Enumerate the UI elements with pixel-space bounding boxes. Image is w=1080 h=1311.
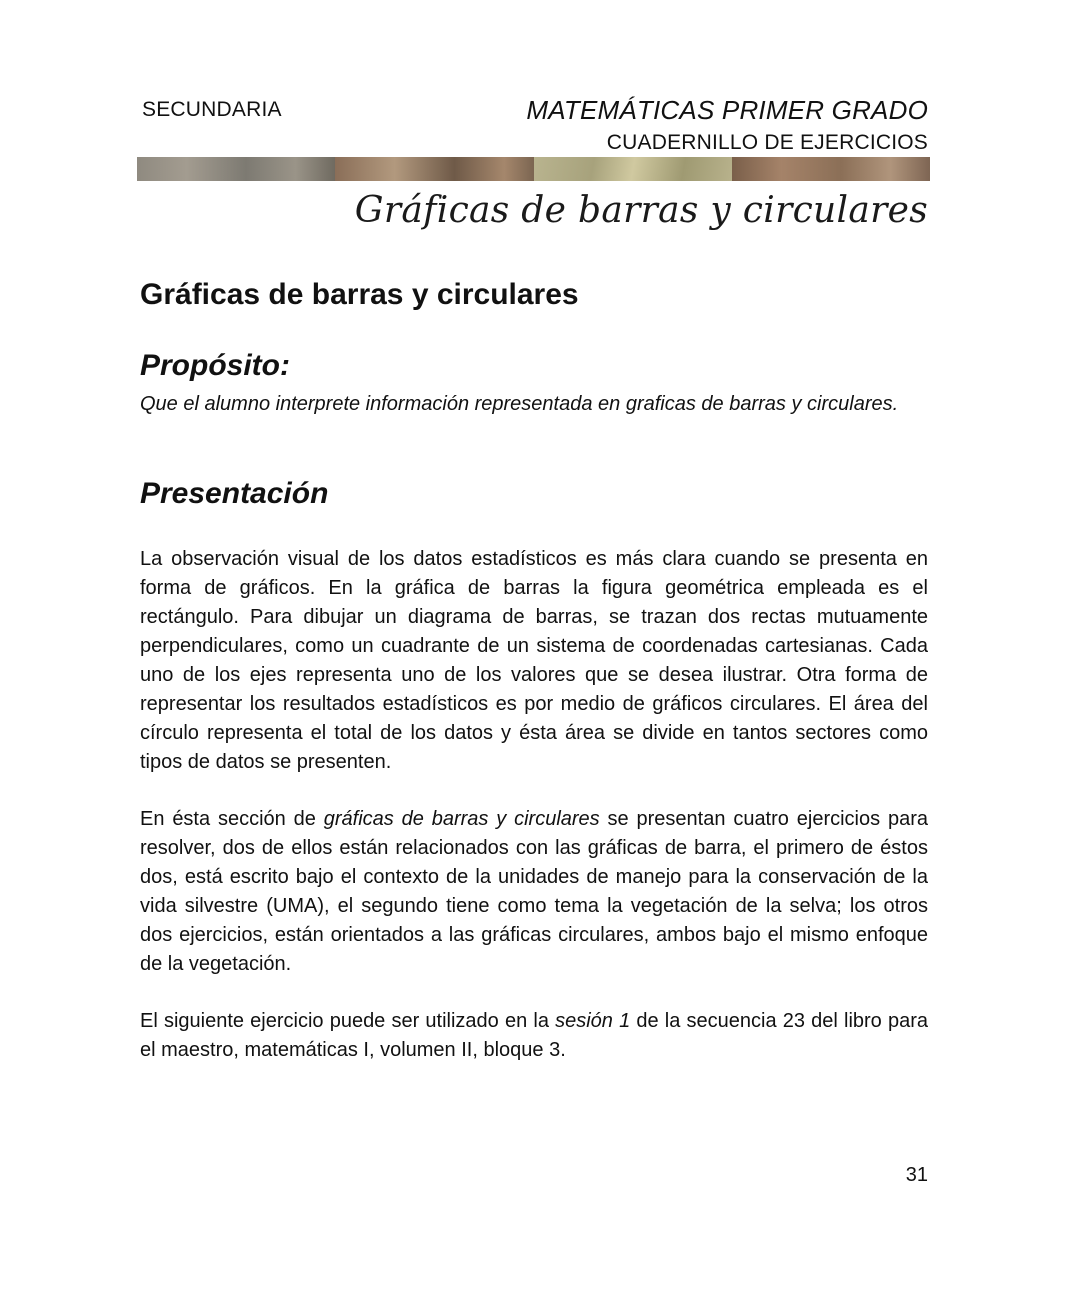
paragraph-emphasis: sesión 1 [555,1010,631,1032]
paragraph-text: se presentan cuatro ejercicios para resolver, dos de ellos están relacionados con las gráficas de barra, el primero de éstos dos, está escrito bajo el contexto de la unidades de manejo para la conservación de la vida silvestre (UMA), el segundo tiene como tema la vegetación de la selva; los otros dos ejercicios, están orientados a las gráficas circulares, ambos bajo el mismo enfoque de la vegetación. [140,808,928,975]
banner-segment [137,157,335,181]
decorative-banner [137,157,930,181]
paragraph-text: En ésta sección de [140,808,324,830]
presentation-heading: Presentación [140,477,329,510]
paragraph-text: de la secuencia 23 del libro para el maestro, matemáticas I, volumen II, bloque 3. [140,1010,928,1061]
presentation-paragraph-3 [140,1007,928,1065]
header-subject: MATEMÁTICAS PRIMER GRADO [526,95,928,125]
page-number: 31 [905,1164,928,1186]
purpose-heading: Propósito: [140,349,290,382]
presentation-paragraph-2 [140,805,928,979]
header-level: SECUNDARIA [142,98,282,121]
paragraph-emphasis: gráficas de barras y circulares [323,808,600,830]
banner-segment [732,157,930,181]
paragraph-text: El siguiente ejercicio puede ser utilizado en la [140,1010,556,1032]
presentation-paragraph-1: La observación visual de los datos estadísticos es más clara cuando se presenta en forma de gráficos. En la gráfica de barras la figura geométrica empleada es el rectángulo. Para dibujar un diagrama de barras, se trazan dos rectas mutuamente perpendiculares, como un cuadrante de un sistema de coordenadas cartesianas. Cada uno de los ejes representa uno de los valores que se desea ilustrar. Otra forma de representar los resultados estadísticos es por medio de gráficos circulares. El área del círculo representa el total de los datos y ésta área se divide en tantos sectores como tipos de datos se presenten. [140,548,928,773]
banner-segment [335,157,533,181]
purpose-text: Que el alumno interprete información representada en graficas de barras y circulares. [140,393,899,415]
section-title: Gráficas de barras y circulares [354,190,928,231]
header-book: CUADERNILLO DE EJERCICIOS [606,131,928,154]
page-title: Gráficas de barras y circulares [140,278,579,311]
banner-segment [534,157,732,181]
